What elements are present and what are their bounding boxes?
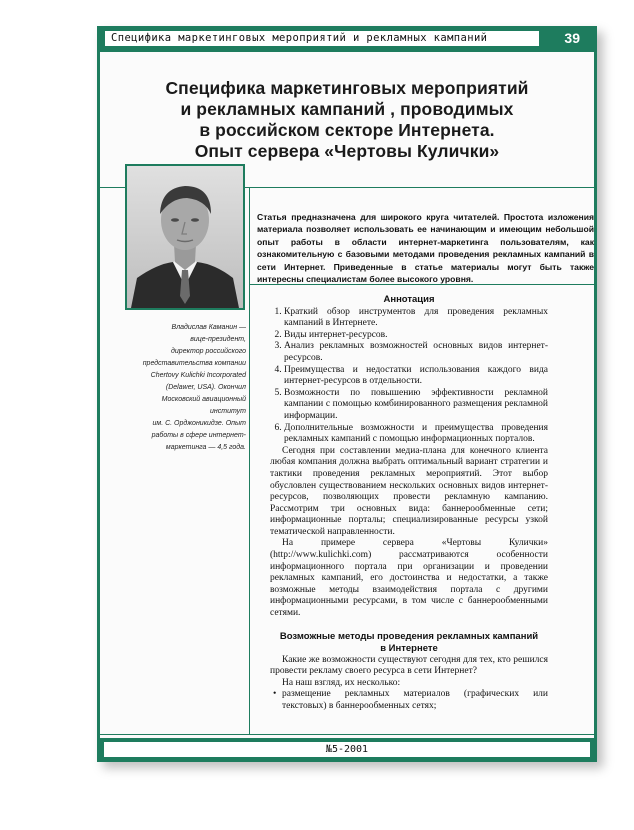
portrait-photo [125,164,245,310]
bullet-item: • размещение рекламных материалов (графических или текстовых) в баннерообменных сетях; [282,689,548,712]
title-line: и рекламных кампаний , проводимых [180,98,514,119]
title-line: в российском секторе Интернета. [199,119,495,140]
magazine-page [97,26,597,762]
caption-line: вице-президент, [190,336,246,343]
list-item: 3. Анализ рекламных возможностей основных видов интернет-ресурсов. [284,341,548,364]
column-divider [249,188,250,734]
caption-line: им. С. Орджоникидзе. Опыт [152,420,246,427]
section-heading-line: в Интернете [380,642,438,654]
list-item: 4. Преимущества и недостатки использования каждого вида интернет-ресурсов в отдельности. [284,365,548,388]
article-title [165,78,528,162]
title-line: Специфика маркетинговых мероприятий [165,77,529,98]
paragraph: Сегодня при составлении медиа-плана для конечного клиента любая компания должна выбрать оптимальный вариант стратегии и тактики проведения рекламных мероприятий. Этот выбор обусловлен существованием нескольких основных видов интернет-ресурсов, позволяющих провести рекламную кампанию. Рассмотрим три основных вида: баннерообменные сети; информационные порталы; специализированные ресурсы узкой тематической направленности. [270,445,548,537]
caption-line: (Delawer, USA). Окончил [165,384,246,391]
bullet-list [270,689,548,712]
running-title: Специфика маркетинговых мероприятий и рекламных кампаний [104,30,540,47]
section-heading [270,631,548,655]
list-item: 1. Краткий обзор инструментов для проведения рекламных кампаний в Интернете. [284,307,548,330]
portrait-icon [127,166,243,308]
annotation-list [270,307,548,446]
annotation-heading: Аннотация [383,294,435,305]
caption-line: директор российского [171,348,246,355]
page-number: 39 [564,30,580,46]
list-item: 6. Дополнительные возможности и преимущества проведения рекламных кампаний с помощью информационных порталов. [284,423,548,446]
article-body [270,294,548,713]
issue-number: №5-2001 [104,742,590,757]
intro-divider [250,284,597,285]
caption-line: Владислав Каманин — [171,324,246,331]
section-heading-line: Возможные методы проведения рекламных кампаний [279,630,539,642]
caption-line: институт [210,408,246,415]
paragraph: Какие же возможности существуют сегодня для тех, кто решился провести рекламу своего ресурса в сети Интернет? [270,654,548,677]
caption-line: работы в сфере интернет- [151,432,246,439]
intro-text: Статья предназначена для широкого круга читателей. Простота изложения материала позволяет использовать ее начинающим и имеющим небольшой опыт работы в области интернет-маркетинга пользователям, как ознакомительную с базовыми методами проведения рекламных кампаний в сети Интернет. Приведенные в статье материалы могут быть также интересны специалистам более высокого уровня. [257,211,594,285]
paragraph: На примере сервера «Чертовы Кулички» (http://www.kulichki.com) рассматриваются особенности информационного портала при организации и проведении рекламных кампаний, его достоинства и недостатки, а также возможные методы взаимодействия портала с другими информационными ресурсами, в том числе с баннерообменными сетями. [270,538,548,619]
caption-line: Chertovy Kulichki Incorporated [150,372,246,379]
list-item: 2. Виды интернет-ресурсов. [284,330,548,342]
footer-divider [100,734,594,735]
author-caption [118,322,246,454]
caption-line: Московский авиационный [161,396,246,403]
header-bar [100,26,594,52]
title-line: Опыт сервера «Чертовы Кулички» [194,140,500,161]
footer-bar [100,738,594,762]
list-item: 5. Возможности по повышению эффективности рекламной кампании с помощью комбинированного размещения рекламной информации. [284,388,548,423]
caption-line: представительства компании [142,360,246,367]
caption-line: маркетинга — 4,5 года. [165,444,246,451]
paragraph: На наш взгляд, их несколько: [282,677,401,688]
